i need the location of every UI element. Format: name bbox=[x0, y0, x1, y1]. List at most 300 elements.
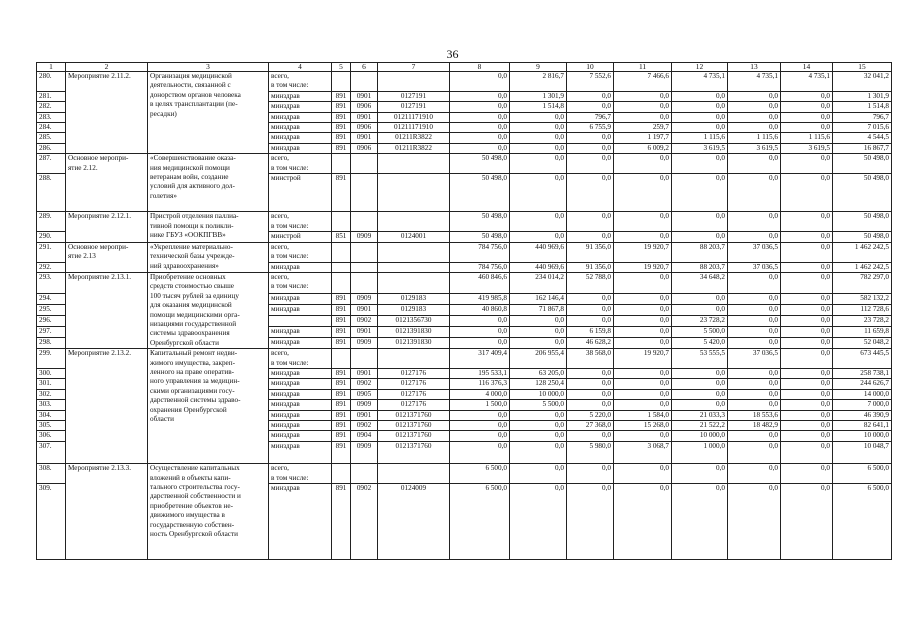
grbs-code: 891 bbox=[332, 431, 351, 441]
measure-title-line: Основное меропри- bbox=[68, 242, 129, 251]
year-value: 0,0 bbox=[672, 102, 728, 112]
year-value: 0,0 bbox=[728, 174, 781, 212]
executor bbox=[269, 410, 332, 420]
measure-title-line: Мероприятие 2.13.1. bbox=[68, 272, 132, 281]
year-value: 0,0 bbox=[728, 91, 781, 101]
column-header: 8 bbox=[450, 63, 510, 72]
year-value: 0,0 bbox=[614, 304, 672, 315]
target-article-code: 0121371760 bbox=[378, 421, 450, 431]
section-code bbox=[351, 212, 378, 232]
year-value: 0,0 bbox=[567, 304, 614, 315]
executor bbox=[269, 441, 332, 463]
year-value: 19 920,7 bbox=[614, 349, 672, 369]
year-value: 0,0 bbox=[781, 389, 833, 399]
measure-name-line: средств стоимостью свыше bbox=[150, 282, 234, 291]
year-value: 0,0 bbox=[781, 410, 833, 420]
year-value: 4 000,0 bbox=[450, 389, 510, 399]
executor bbox=[269, 368, 332, 378]
year-value: 234 014,2 bbox=[510, 272, 567, 293]
year-value: 0,0 bbox=[510, 315, 567, 326]
year-value: 0,0 bbox=[510, 327, 567, 338]
year-value: 91 356,0 bbox=[567, 262, 614, 272]
section-code: 0909 bbox=[351, 338, 378, 349]
section-code: 0902 bbox=[351, 484, 378, 560]
year-value: 784 756,0 bbox=[450, 262, 510, 272]
measure-name-line: в целях трансплантации (пе- bbox=[150, 100, 238, 109]
year-value: 0,0 bbox=[781, 212, 833, 232]
target-article-code: 01211R3822 bbox=[378, 133, 450, 143]
year-value: 0,0 bbox=[614, 400, 672, 410]
grbs-code bbox=[332, 262, 351, 272]
row-number: 283. bbox=[37, 112, 66, 122]
measure-name-line: технической базы учрежде- bbox=[150, 252, 235, 261]
budget-table bbox=[36, 62, 892, 560]
row-number: 289. bbox=[37, 212, 66, 232]
year-value: 0,0 bbox=[614, 327, 672, 338]
measure-name-line: Осуществление капитальных bbox=[150, 464, 240, 473]
measure-title-line: Основное меропри- bbox=[68, 154, 129, 163]
executor bbox=[269, 232, 332, 242]
executor bbox=[269, 389, 332, 399]
year-value: 440 969,6 bbox=[510, 262, 567, 272]
measure-name-line: «Совершенствование оказа- bbox=[150, 154, 236, 163]
total-value: 10 048,7 bbox=[833, 441, 892, 463]
target-article-code: 01211171910 bbox=[378, 123, 450, 133]
year-value: 10 000,0 bbox=[672, 431, 728, 441]
row-number: 298. bbox=[37, 338, 66, 349]
measure-title-line: Мероприятие 2.13.3. bbox=[68, 464, 132, 473]
year-value: 19 920,7 bbox=[614, 242, 672, 262]
target-article-code bbox=[378, 212, 450, 232]
measure-name bbox=[148, 242, 269, 272]
year-value: 0,0 bbox=[781, 349, 833, 369]
year-value: 0,0 bbox=[728, 389, 781, 399]
target-article-code: 0127191 bbox=[378, 102, 450, 112]
executor bbox=[269, 293, 332, 304]
year-value: 5 420,0 bbox=[672, 338, 728, 349]
year-value: 0,0 bbox=[614, 293, 672, 304]
year-value: 50 498,0 bbox=[450, 154, 510, 174]
target-article-code: 0121391830 bbox=[378, 338, 450, 349]
measure-name bbox=[148, 464, 269, 560]
executor bbox=[269, 327, 332, 338]
table-row bbox=[37, 154, 892, 174]
year-value: 128 250,4 bbox=[510, 379, 567, 389]
row-number: 300. bbox=[37, 368, 66, 378]
section-code: 0909 bbox=[351, 400, 378, 410]
measure-name-line: Капитальный ремонт недви- bbox=[150, 349, 238, 358]
executor bbox=[269, 133, 332, 143]
target-article-code: 0127176 bbox=[378, 379, 450, 389]
measure-name bbox=[148, 72, 269, 154]
year-value: 0,0 bbox=[567, 133, 614, 143]
year-value: 50 498,0 bbox=[450, 174, 510, 212]
year-value: 0,0 bbox=[672, 123, 728, 133]
measure-name-line: области bbox=[150, 415, 175, 423]
total-value: 7 015,6 bbox=[833, 123, 892, 133]
section-code: 0909 bbox=[351, 441, 378, 463]
column-header: 2 bbox=[66, 63, 148, 72]
total-value: 50 498,0 bbox=[833, 174, 892, 212]
section-code: 0904 bbox=[351, 431, 378, 441]
executor bbox=[269, 102, 332, 112]
year-value: 419 985,8 bbox=[450, 293, 510, 304]
row-number: 292. bbox=[37, 262, 66, 272]
total-value: 673 445,5 bbox=[833, 349, 892, 369]
year-value: 0,0 bbox=[510, 441, 567, 463]
executor bbox=[269, 112, 332, 122]
total-value: 112 728,6 bbox=[833, 304, 892, 315]
executor-line: минздрав bbox=[271, 123, 300, 132]
year-value: 0,0 bbox=[614, 91, 672, 101]
year-value: 0,0 bbox=[728, 379, 781, 389]
target-article-code bbox=[378, 242, 450, 262]
year-value: 0,0 bbox=[450, 421, 510, 431]
year-value: 0,0 bbox=[567, 174, 614, 212]
year-value: 0,0 bbox=[728, 154, 781, 174]
year-value: 63 205,0 bbox=[510, 368, 567, 378]
executor bbox=[269, 123, 332, 133]
year-value: 0,0 bbox=[614, 212, 672, 232]
column-header: 3 bbox=[148, 63, 269, 72]
year-value: 0,0 bbox=[450, 72, 510, 92]
year-value: 1 115,6 bbox=[781, 133, 833, 143]
year-value: 27 368,0 bbox=[567, 421, 614, 431]
year-value: 1 514,8 bbox=[510, 102, 567, 112]
section-code bbox=[351, 262, 378, 272]
column-header: 15 bbox=[833, 63, 892, 72]
total-value: 6 500,0 bbox=[833, 484, 892, 560]
measure-name bbox=[148, 154, 269, 212]
executor-line: в том числе: bbox=[271, 282, 309, 291]
target-article-code: 0127176 bbox=[378, 368, 450, 378]
year-value: 21 033,3 bbox=[672, 410, 728, 420]
executor bbox=[269, 262, 332, 272]
year-value: 0,0 bbox=[672, 91, 728, 101]
year-value: 1 301,9 bbox=[510, 91, 567, 101]
executor bbox=[269, 315, 332, 326]
year-value: 0,0 bbox=[672, 400, 728, 410]
year-value: 0,0 bbox=[728, 484, 781, 560]
year-value: 0,0 bbox=[510, 123, 567, 133]
year-value: 18 553,6 bbox=[728, 410, 781, 420]
executor bbox=[269, 91, 332, 101]
target-article-code: 0129183 bbox=[378, 304, 450, 315]
executor-line: минздрав bbox=[271, 379, 300, 388]
column-header: 13 bbox=[728, 63, 781, 72]
year-value: 0,0 bbox=[672, 232, 728, 242]
year-value: 0,0 bbox=[781, 91, 833, 101]
year-value: 0,0 bbox=[614, 368, 672, 378]
executor bbox=[269, 338, 332, 349]
executor-line: в том числе: bbox=[271, 252, 309, 261]
section-code bbox=[351, 242, 378, 262]
year-value: 0,0 bbox=[728, 431, 781, 441]
year-value: 5 220,0 bbox=[567, 410, 614, 420]
section-code: 0901 bbox=[351, 91, 378, 101]
year-value: 0,0 bbox=[450, 338, 510, 349]
section-code: 0909 bbox=[351, 232, 378, 242]
year-value: 0,0 bbox=[728, 368, 781, 378]
column-header: 12 bbox=[672, 63, 728, 72]
year-value: 0,0 bbox=[450, 102, 510, 112]
measure-title bbox=[66, 349, 148, 464]
year-value: 0,0 bbox=[567, 400, 614, 410]
year-value: 0,0 bbox=[728, 400, 781, 410]
year-value: 0,0 bbox=[781, 123, 833, 133]
target-article-code bbox=[378, 349, 450, 369]
executor-line: минздрав bbox=[271, 431, 300, 440]
year-value: 7 466,6 bbox=[614, 72, 672, 92]
section-code: 0901 bbox=[351, 410, 378, 420]
grbs-code: 891 bbox=[332, 91, 351, 101]
year-value: 0,0 bbox=[510, 133, 567, 143]
total-value: 82 641,1 bbox=[833, 421, 892, 431]
year-value: 3 619,5 bbox=[781, 143, 833, 153]
year-value: 0,0 bbox=[672, 379, 728, 389]
year-value: 40 860,8 bbox=[450, 304, 510, 315]
measure-name-line: ветеранам войн, создание bbox=[150, 173, 229, 182]
year-value: 0,0 bbox=[614, 112, 672, 122]
target-article-code bbox=[378, 262, 450, 272]
measure-name-line: донорством органов человека bbox=[150, 90, 241, 99]
year-value: 5 980,0 bbox=[567, 441, 614, 463]
year-value: 0,0 bbox=[781, 293, 833, 304]
measure-name-line: нике ГБУЗ «ООКПГВВ» bbox=[150, 231, 226, 240]
measure-name-line: скими организациями госу- bbox=[150, 386, 235, 395]
executor bbox=[269, 242, 332, 262]
table-header-row bbox=[37, 63, 892, 72]
year-value: 1 500,0 bbox=[450, 400, 510, 410]
year-value: 0,0 bbox=[781, 232, 833, 242]
target-article-code: 0121371760 bbox=[378, 410, 450, 420]
year-value: 0,0 bbox=[781, 464, 833, 484]
executor bbox=[269, 272, 332, 293]
year-value: 1 115,6 bbox=[728, 133, 781, 143]
measure-name bbox=[148, 349, 269, 464]
year-value: 116 376,3 bbox=[450, 379, 510, 389]
total-value: 796,7 bbox=[833, 112, 892, 122]
year-value: 0,0 bbox=[510, 464, 567, 484]
year-value: 195 533,1 bbox=[450, 368, 510, 378]
total-value: 4 544,5 bbox=[833, 133, 892, 143]
executor-line: в том числе: bbox=[271, 473, 309, 482]
year-value: 0,0 bbox=[728, 441, 781, 463]
year-value: 0,0 bbox=[567, 315, 614, 326]
year-value: 0,0 bbox=[781, 441, 833, 463]
grbs-code: 891 bbox=[332, 304, 351, 315]
executor-line: минздрав bbox=[271, 262, 300, 271]
grbs-code: 891 bbox=[332, 327, 351, 338]
year-value: 0,0 bbox=[510, 232, 567, 242]
section-code bbox=[351, 464, 378, 484]
year-value: 18 482,9 bbox=[728, 421, 781, 431]
target-article-code: 0121391830 bbox=[378, 327, 450, 338]
year-value: 6 500,0 bbox=[450, 484, 510, 560]
target-article-code: 0124009 bbox=[378, 484, 450, 560]
section-code: 0901 bbox=[351, 304, 378, 315]
executor-line: в том числе: bbox=[271, 358, 309, 367]
year-value: 317 409,4 bbox=[450, 349, 510, 369]
target-article-code: 01211171910 bbox=[378, 112, 450, 122]
year-value: 0,0 bbox=[781, 242, 833, 262]
row-number: 281. bbox=[37, 91, 66, 101]
measure-name-line: низациями государственной bbox=[150, 319, 237, 328]
year-value: 50 498,0 bbox=[450, 232, 510, 242]
row-number: 302. bbox=[37, 389, 66, 399]
year-value: 0,0 bbox=[781, 431, 833, 441]
total-value: 16 867,7 bbox=[833, 143, 892, 153]
target-article-code: 0121371760 bbox=[378, 431, 450, 441]
measure-title bbox=[66, 212, 148, 242]
section-code: 0905 bbox=[351, 389, 378, 399]
target-article-code bbox=[378, 464, 450, 484]
section-code: 0902 bbox=[351, 379, 378, 389]
year-value: 15 268,0 bbox=[614, 421, 672, 431]
year-value: 0,0 bbox=[510, 154, 567, 174]
executor-line: минздрав bbox=[271, 133, 300, 142]
executor-line: минздрав bbox=[271, 400, 300, 409]
measure-name-line: Организация медицинской bbox=[150, 72, 232, 80]
grbs-code: 891 bbox=[332, 315, 351, 326]
grbs-code: 891 bbox=[332, 400, 351, 410]
year-value: 0,0 bbox=[781, 400, 833, 410]
year-value: 1 115,6 bbox=[672, 133, 728, 143]
grbs-code: 891 bbox=[332, 174, 351, 212]
year-value: 37 036,5 bbox=[728, 349, 781, 369]
executor bbox=[269, 72, 332, 92]
total-value: 32 041,2 bbox=[833, 72, 892, 92]
executor bbox=[269, 154, 332, 174]
executor bbox=[269, 304, 332, 315]
measure-name-line: Оренбургской области bbox=[150, 338, 219, 347]
total-value: 1 301,9 bbox=[833, 91, 892, 101]
row-number: 303. bbox=[37, 400, 66, 410]
year-value: 0,0 bbox=[728, 272, 781, 293]
executor-line: минстрой bbox=[271, 174, 301, 183]
row-number: 304. bbox=[37, 410, 66, 420]
measure-name-line: условий для активного дол- bbox=[150, 182, 235, 191]
column-header: 4 bbox=[269, 63, 332, 72]
year-value: 0,0 bbox=[781, 272, 833, 293]
year-value: 0,0 bbox=[728, 232, 781, 242]
executor-line: минздрав bbox=[271, 484, 300, 493]
measure-title-line: Мероприятие 2.11.2. bbox=[68, 72, 131, 80]
executor bbox=[269, 212, 332, 232]
year-value: 206 955,4 bbox=[510, 349, 567, 369]
year-value: 0,0 bbox=[450, 123, 510, 133]
target-article-code: 0121356730 bbox=[378, 315, 450, 326]
measure-name-line: ного управления за медицин- bbox=[150, 377, 240, 386]
year-value: 0,0 bbox=[614, 464, 672, 484]
column-header: 10 bbox=[567, 63, 614, 72]
measure-name-line: голетия» bbox=[150, 191, 177, 200]
year-value: 0,0 bbox=[672, 112, 728, 122]
measure-name-line: ресадки) bbox=[150, 109, 177, 118]
row-number: 282. bbox=[37, 102, 66, 112]
total-value: 244 626,7 bbox=[833, 379, 892, 389]
year-value: 0,0 bbox=[728, 293, 781, 304]
year-value: 0,0 bbox=[728, 338, 781, 349]
section-code: 0906 bbox=[351, 143, 378, 153]
year-value: 460 846,6 bbox=[450, 272, 510, 293]
section-code bbox=[351, 174, 378, 212]
year-value: 0,0 bbox=[450, 143, 510, 153]
row-number: 290. bbox=[37, 232, 66, 242]
row-number: 295. bbox=[37, 304, 66, 315]
year-value: 37 036,5 bbox=[728, 262, 781, 272]
executor-line: всего, bbox=[271, 242, 289, 251]
year-value: 7 552,6 bbox=[567, 72, 614, 92]
grbs-code: 891 bbox=[332, 379, 351, 389]
year-value: 0,0 bbox=[567, 232, 614, 242]
row-number: 294. bbox=[37, 293, 66, 304]
row-number: 285. bbox=[37, 133, 66, 143]
measure-title bbox=[66, 72, 148, 154]
target-article-code bbox=[378, 272, 450, 293]
grbs-code: 891 bbox=[332, 112, 351, 122]
year-value: 0,0 bbox=[567, 368, 614, 378]
measure-name-line: системы здравоохранения bbox=[150, 329, 230, 338]
year-value: 0,0 bbox=[614, 389, 672, 399]
executor bbox=[269, 400, 332, 410]
grbs-code: 891 bbox=[332, 338, 351, 349]
total-value: 52 048,2 bbox=[833, 338, 892, 349]
target-article-code: 0121371760 bbox=[378, 441, 450, 463]
year-value: 0,0 bbox=[781, 327, 833, 338]
row-number: 299. bbox=[37, 349, 66, 369]
year-value: 0,0 bbox=[672, 368, 728, 378]
grbs-code: 891 bbox=[332, 102, 351, 112]
executor-line: минздрав bbox=[271, 327, 300, 336]
column-header: 11 bbox=[614, 63, 672, 72]
executor bbox=[269, 484, 332, 560]
measure-name-line: тивной помощи к поликли- bbox=[150, 221, 234, 230]
section-code bbox=[351, 72, 378, 92]
year-value: 3 619,5 bbox=[672, 143, 728, 153]
year-value: 0,0 bbox=[567, 212, 614, 232]
row-number: 287. bbox=[37, 154, 66, 174]
grbs-code: 891 bbox=[332, 441, 351, 463]
year-value: 3 068,7 bbox=[614, 441, 672, 463]
grbs-code: 891 bbox=[332, 143, 351, 153]
year-value: 0,0 bbox=[614, 232, 672, 242]
target-article-code: 0127176 bbox=[378, 400, 450, 410]
row-number: 288. bbox=[37, 174, 66, 212]
total-value: 582 132,2 bbox=[833, 293, 892, 304]
year-value: 0,0 bbox=[672, 212, 728, 232]
year-value: 0,0 bbox=[728, 123, 781, 133]
page-number: 36 bbox=[446, 47, 459, 61]
target-article-code bbox=[378, 174, 450, 212]
year-value: 0,0 bbox=[450, 133, 510, 143]
measure-name-line: Пристрой отделения паллиа- bbox=[150, 212, 239, 221]
column-header: 7 bbox=[378, 63, 450, 72]
table-row bbox=[37, 272, 892, 293]
executor-line: в том числе: bbox=[271, 163, 309, 172]
year-value: 46 628,2 bbox=[567, 338, 614, 349]
executor-line: минздрав bbox=[271, 102, 300, 111]
year-value: 88 203,7 bbox=[672, 242, 728, 262]
row-number: 296. bbox=[37, 315, 66, 326]
row-number: 305. bbox=[37, 421, 66, 431]
section-code bbox=[351, 272, 378, 293]
executor bbox=[269, 349, 332, 369]
executor-line: всего, bbox=[271, 72, 289, 80]
section-code: 0902 bbox=[351, 315, 378, 326]
year-value: 0,0 bbox=[450, 315, 510, 326]
section-code: 0906 bbox=[351, 102, 378, 112]
